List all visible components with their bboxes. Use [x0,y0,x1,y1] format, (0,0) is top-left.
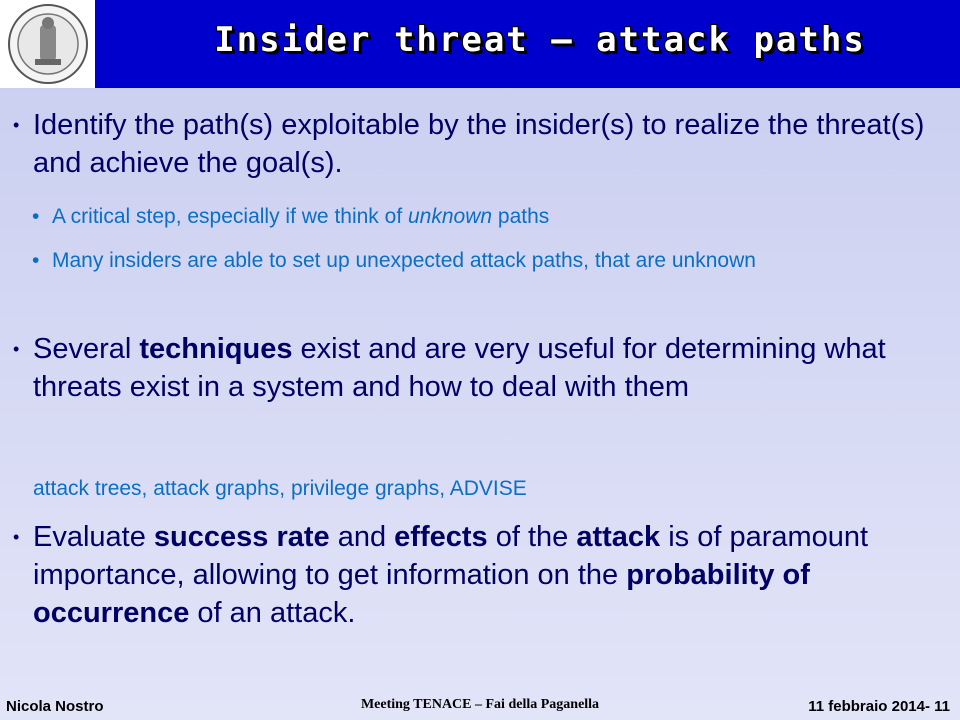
bullet-text: Identify the path(s) exploitable by the insider(s) to realize the threat(s) and achieve the goal(s). [33,109,925,179]
bullet-evaluate: • Evaluate success rate and effects of the attack is of paramount importance, allowing to get information on the probability of occurrence of an attack. [33,518,933,632]
bullet-dot-icon: • [13,339,20,359]
bullet-dot-icon: • [13,115,20,135]
bullet-text: Many insiders are able to set up unexpected attack paths, that are unknown [52,249,756,272]
slide-title: Insider threat – attack paths [214,20,866,60]
sub-bullet-unexpected-paths [32,246,942,276]
bullet-identify-paths [13,106,933,182]
techniques-examples: attack trees, attack graphs, privilege graphs, ADVISE [33,477,527,500]
university-seal-icon [7,3,89,85]
logo-area [0,0,95,88]
bullet-techniques: • Several techniques exist and are very useful for determining what threats exist in a system and how to deal with them [33,330,933,406]
bullet-dot-icon: • [13,527,20,547]
footer-meeting: Meeting TENACE – Fai della Paganella [360,697,600,712]
footer-date-page: 11 febbraio 2014- 11 [808,698,950,715]
footer-author: Nicola Nostro [6,698,104,715]
bullet-dot-icon: • [32,249,40,272]
sub-bullet-critical-step: • A critical step, especially if we think of unknown paths [52,202,942,232]
bullet-dot-icon: • [32,205,40,228]
